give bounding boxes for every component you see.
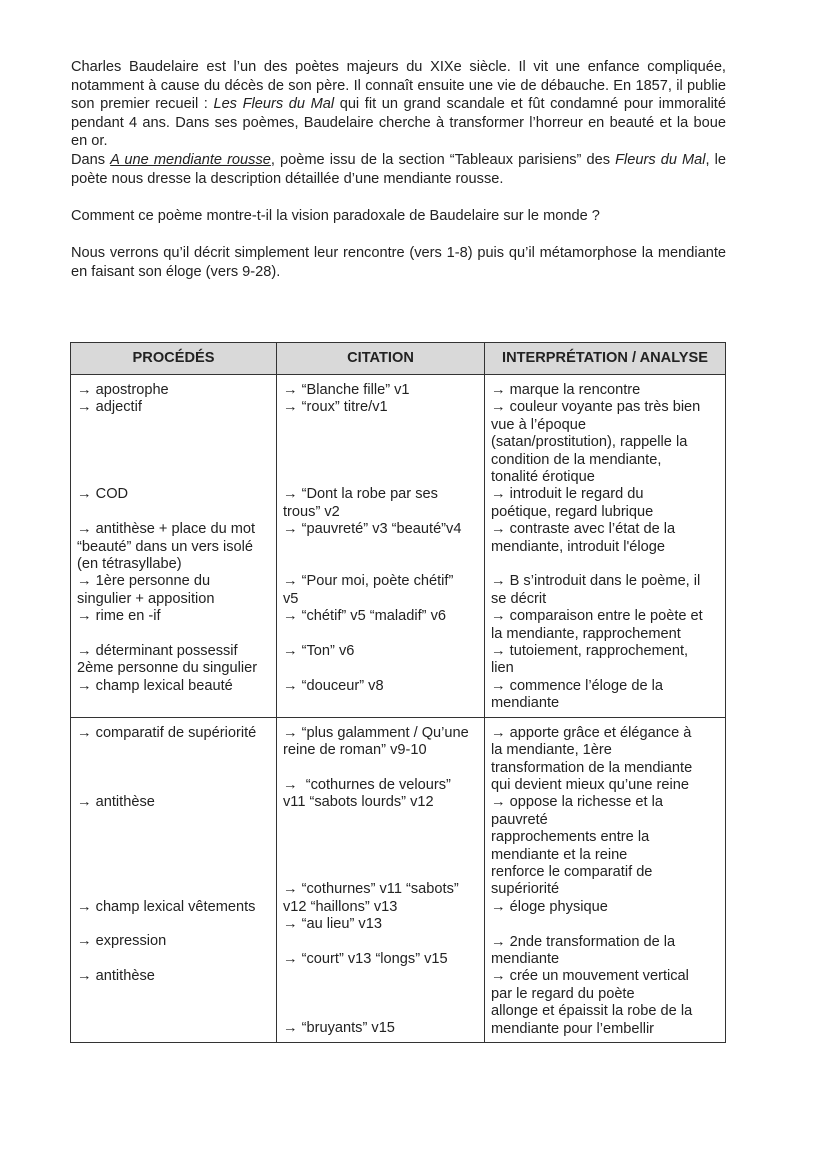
cell-line: tonalité érotique (491, 469, 595, 486)
cell-line: → antithèse (77, 794, 155, 811)
cell-line: v12 “haillons” v13 (283, 898, 398, 915)
cell-line (283, 452, 478, 469)
cell-line: → COD (77, 486, 129, 503)
presentation-prefix: Dans (71, 151, 111, 168)
cell-line (283, 968, 478, 985)
cell-line: → antithèse + place du mot (77, 521, 256, 538)
cell-line (77, 951, 270, 968)
collection-title: Les Fleurs du Mal (213, 96, 335, 113)
cell-line: → B s’introduit dans le poème, il (491, 573, 701, 590)
cell-line (77, 777, 270, 794)
cell-line: → apporte grâce et élégance à (491, 724, 692, 741)
cell-line: → rime en -if (77, 608, 161, 625)
cell-line: → “court” v13 “longs” v15 (283, 950, 448, 967)
cell-line (77, 504, 270, 521)
cell-line: → apostrophe (77, 382, 169, 398)
cell-line: la mendiante, 1ère (491, 742, 612, 759)
spacer (71, 188, 726, 207)
cell-line: → contraste avec l’état de la (491, 521, 676, 538)
cell-line: → “cothurnes” v11 “sabots” (283, 881, 459, 898)
intro-text-continued: qui fit un grand scandale et fût condamné pour immoralité pendant 4 ans. Dans ses poèmes, Baudelaire cherche à transformer l’horreur en beauté et la boue en or. (71, 96, 726, 150)
cell-line: → couleur voyante pas très bien (491, 399, 701, 416)
cell-line: (satan/prostitution), rappelle la (491, 434, 688, 451)
cell-line (77, 881, 270, 898)
cell-line: → oppose la richesse et la (491, 794, 663, 811)
cell-line (283, 864, 478, 881)
cell-line: qui devient mieux qu’une reine (491, 776, 689, 793)
cell-line (283, 986, 478, 1003)
cell-line: → tutoiement, rapprochement, (491, 643, 689, 660)
cell-line: → déterminant possessif (77, 643, 238, 659)
presentation-suffix: , le poète nous dresse la description détaillée d’une mendiante rousse. (71, 151, 727, 187)
header-procedes: PROCÉDÉS (71, 343, 277, 375)
cell-line: singulier + apposition (77, 590, 215, 607)
cell-line: → comparatif de supériorité (77, 724, 257, 741)
poem-title: A une mendiante rousse (110, 151, 271, 168)
cell-line (283, 847, 478, 864)
cell-line (77, 469, 270, 486)
table-row (71, 375, 726, 718)
cell-line: → expression (77, 933, 167, 950)
cell-line: poétique, regard lubrique (491, 503, 654, 520)
cell-line: transformation de la mendiante (491, 759, 693, 776)
table-body (71, 375, 726, 1043)
analyse-cell (485, 375, 726, 718)
table-header-row (71, 343, 726, 375)
cell-line (283, 934, 478, 951)
table-row (71, 717, 726, 1042)
cell-line: trous” v2 (283, 503, 340, 520)
cell-line: 2ème personne du singulier (77, 660, 258, 677)
cell-line: mendiante (491, 950, 560, 967)
cell-line: renforce le comparatif de (491, 863, 653, 880)
cell-line: → “roux” titre/v1 (283, 399, 388, 416)
cell-line (77, 812, 270, 829)
cell-line (77, 864, 270, 881)
header-citation: CITATION (277, 343, 485, 375)
cell-line: → 1ère personne du (77, 573, 211, 590)
cell-line (491, 556, 719, 573)
cell-line: → “douceur” v8 (283, 677, 384, 694)
cell-line: → “cothurnes de velours” (283, 776, 451, 793)
analyse-cell (485, 717, 726, 1042)
cell-line: → “plus galamment / Qu’une (283, 724, 469, 741)
cell-line (77, 452, 270, 469)
cell-line: condition de la mendiante, (491, 451, 662, 468)
cell-line (283, 829, 478, 846)
spacer (71, 225, 726, 244)
procedes-cell (71, 375, 277, 718)
intro-text: Charles Baudelaire est l’un des poètes majeurs du XIXe siècle. Il vit une enfance compliquée, notamment à cause du décès de son père. Il connaît ensuite une vie de débauche. En 1857, il publie son premier recueil : (71, 59, 726, 113)
cell-line (283, 760, 478, 777)
cell-line (283, 469, 478, 486)
cell-line: (en tétrasyllabe) (77, 555, 182, 572)
cell-line: vue à l’époque (491, 416, 586, 433)
cell-line: reine de roman” v9-10 (283, 742, 427, 759)
cell-line: → commence l’éloge de la (491, 677, 663, 694)
cell-line: “beauté” dans un vers isolé (77, 538, 254, 555)
plan-paragraph: Nous verrons qu’il décrit simplement leur rencontre (vers 1-8) puis qu’il métamorphose la mendiante en faisant son éloge (vers 9-28). (71, 244, 726, 280)
procedes-cell (71, 717, 277, 1042)
cell-line: → crée un mouvement vertical (491, 968, 689, 985)
cell-line: v11 “sabots lourds” v12 (283, 794, 434, 811)
cell-line: → 2nde transformation de la (491, 933, 676, 950)
cell-line (77, 829, 270, 846)
cell-line: pauvreté (491, 811, 548, 828)
cell-line (77, 742, 270, 759)
analysis-table (70, 342, 726, 1043)
cell-line (283, 417, 478, 434)
cell-line: mendiante, introduit l'éloge (491, 538, 665, 555)
cell-line (283, 626, 478, 643)
cell-line: → “Ton” v6 (283, 642, 355, 659)
citation-cell (277, 375, 485, 718)
cell-line (77, 626, 270, 643)
cell-line: mendiante (491, 695, 560, 712)
cell-line: → adjectif (77, 399, 142, 416)
cell-line (283, 539, 478, 556)
cell-line (283, 812, 478, 829)
cell-line: → “Dont la robe par ses (283, 486, 438, 503)
cell-line: allonge et épaissit la robe de la (491, 1003, 693, 1020)
cell-line: → “bruyants” v15 (283, 1020, 395, 1037)
cell-line: → “pauvreté” v3 “beauté”v4 (283, 521, 462, 538)
cell-line (283, 1003, 478, 1020)
cell-line (283, 556, 478, 573)
poem-presentation-paragraph (71, 151, 726, 188)
cell-line: v5 (283, 590, 299, 607)
cell-line: par le regard du poète (491, 985, 635, 1002)
problematique: Comment ce poème montre-t-il la vision paradoxale de Baudelaire sur le monde ? (71, 207, 600, 224)
cell-line: → champ lexical beauté (77, 677, 233, 694)
citation-cell (277, 717, 485, 1042)
cell-line (283, 434, 478, 451)
cell-line: se décrit (491, 590, 547, 607)
cell-line (77, 760, 270, 777)
cell-line: rapprochements entre la (491, 829, 650, 846)
analysis-table-container (70, 342, 725, 1043)
cell-line: → antithèse (77, 968, 155, 985)
collection-title-inline: Fleurs du Mal (615, 151, 706, 168)
header-analyse: INTERPRÉTATION / ANALYSE (485, 343, 726, 375)
cell-line: lien (491, 660, 514, 677)
cell-line: mendiante pour l’embellir (491, 1020, 655, 1037)
cell-line: → champ lexical vêtements (77, 898, 256, 915)
cell-line: → “chétif” v5 “maladif” v6 (283, 608, 447, 625)
cell-line: → “Blanche fille” v1 (283, 382, 410, 398)
document-page (71, 58, 726, 281)
cell-line (283, 660, 478, 677)
intro-paragraph (71, 58, 726, 151)
cell-line: → éloge physique (491, 898, 608, 915)
cell-line: la mendiante, rapprochement (491, 625, 681, 642)
cell-line (77, 417, 270, 434)
cell-line: mendiante et la reine (491, 846, 628, 863)
cell-line: → comparaison entre le poète et (491, 608, 703, 625)
cell-line (491, 916, 719, 933)
cell-line: supériorité (491, 881, 560, 898)
cell-line: → introduit le regard du (491, 486, 644, 503)
presentation-middle: , poème issu de la section “Tableaux parisiens” des (270, 151, 616, 168)
cell-line: → marque la rencontre (491, 382, 641, 398)
cell-line: → “Pour moi, poète chétif” (283, 573, 454, 590)
cell-line (77, 846, 270, 863)
cell-line: → “au lieu” v13 (283, 916, 382, 933)
cell-line (77, 434, 270, 451)
cell-line (77, 916, 270, 933)
